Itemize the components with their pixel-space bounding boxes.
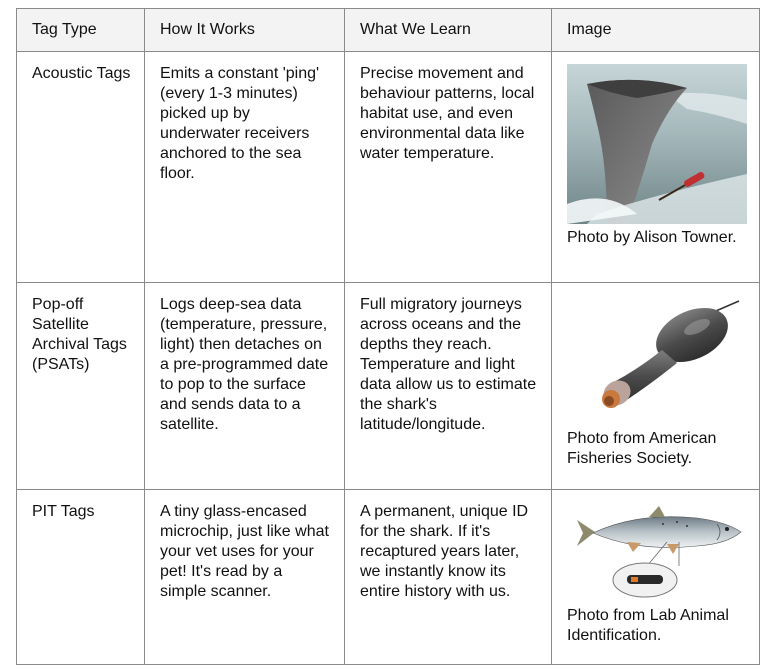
image-cell: [552, 490, 760, 665]
header-image: Image: [552, 9, 760, 52]
photo-caption: Photo from Lab Animal Identification.: [567, 607, 729, 644]
photo-caption: Photo by Alison Towner.: [567, 229, 737, 246]
header-how-it-works: How It Works: [145, 9, 345, 52]
image-cell: [552, 283, 760, 490]
what-we-learn-cell: A permanent, unique ID for the shark. If it's recaptured years later, we instantly know its entire history with us.: [345, 490, 552, 665]
table-row: [17, 52, 760, 283]
how-it-works-cell: Emits a constant 'ping' (every 1-3 minutes) picked up by underwater receivers anchored to the sea floor.: [145, 52, 345, 283]
satellite-tag-photo: [567, 295, 747, 425]
photo-caption: Photo from American Fisheries Society.: [567, 430, 717, 467]
fish-pit-tag-illustration: [567, 502, 747, 602]
shark-fin-photo: [567, 64, 747, 224]
how-it-works-cell: Logs deep-sea data (temperature, pressure, light) then detaches on a pre-programmed date to pop to the surface and sends data to a satellite.: [145, 283, 345, 490]
what-we-learn-cell: Precise movement and behaviour patterns, local habitat use, and even environmental data like water temperature.: [345, 52, 552, 283]
table-row: [17, 490, 760, 665]
tag-type-cell: Acoustic Tags: [17, 52, 145, 283]
tag-type-cell: Pop-off Satellite Archival Tags (PSATs): [17, 283, 145, 490]
tag-comparison-table: [16, 8, 760, 665]
tag-type-cell: PIT Tags: [17, 490, 145, 665]
what-we-learn-cell: Full migratory journeys across oceans and the depths they reach. Temperature and light data allow us to estimate the shark's latitude/longitude.: [345, 283, 552, 490]
how-it-works-cell: A tiny glass-encased microchip, just like what your vet uses for your pet! It's read by a simple scanner.: [145, 490, 345, 665]
header-tag-type: Tag Type: [17, 9, 145, 52]
header-row: [17, 9, 760, 52]
table-row: [17, 283, 760, 490]
header-what-we-learn: What We Learn: [345, 9, 552, 52]
image-cell: [552, 52, 760, 283]
